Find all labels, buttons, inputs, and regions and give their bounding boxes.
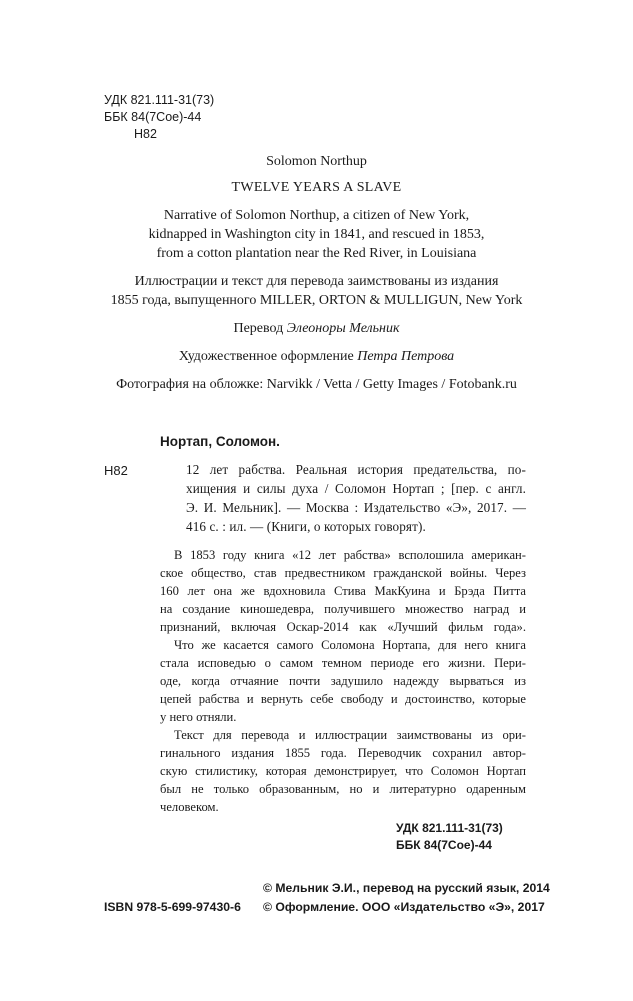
annotation-line: оде, когда отчаяние почти задушило надежду вырваться из: [160, 674, 526, 688]
translation-credit: [0, 322, 633, 336]
designer-name: Петра Петрова: [357, 349, 455, 364]
annotation-line: человеком.: [160, 800, 219, 814]
annotation-line: на создание киношедевра, получившего множество наград и: [160, 602, 526, 616]
annotation-line: признаний, включая Оскар-2014 как «Лучший фильм года».: [160, 620, 526, 634]
design-credit: [0, 350, 633, 364]
annotation-line: 160 лет она же вдохновила Стива МакКуина и Брэда Питта: [160, 584, 526, 598]
annotation-bbk: ББК 84(7Сое)-44: [396, 838, 492, 852]
bibliographic-line: 416 с. : ил. — (Книги, о которых говорят).: [186, 519, 426, 534]
translation-label: Перевод: [233, 321, 287, 336]
subtitle-line: Narrative of Solomon Northup, a citizen of New York,: [163, 208, 470, 223]
title-en: TWELVE YEARS A SLAVE: [231, 180, 402, 195]
subtitle-line: from a cotton plantation near the Red River, in Louisiana: [156, 246, 477, 261]
cover-photo-credit: Фотография на обложке: Narvikk / Vetta / Getty Images / Fotobank.ru: [116, 377, 517, 392]
annotation-line: цепей рабства и вернуть себе свободу и достоинство, которые: [160, 692, 526, 706]
annotation-udk: УДК 821.111-31(73): [396, 821, 503, 835]
translator-name: Элеоноры Мельник: [286, 321, 400, 336]
author-mark: Н82: [134, 127, 157, 141]
annotation-line: ское общество, став предвестником гражданской войны. Через: [160, 566, 526, 580]
bibliographic-line: Э. И. Мельник]. — Москва : Издательство «Э», 2017. —: [186, 500, 526, 515]
bibliographic-line: 12 лет рабства. Реальная история предательства, по-: [186, 462, 526, 477]
annotation-line: скую стилистику, которая демонстрирует, что Соломон Нортап: [160, 764, 526, 778]
annotation-line: стала исповедью о самом темном периоде его жизни. Пери-: [160, 656, 526, 670]
source-note-line: 1855 года, выпущенного MILLER, ORTON & MULLIGUN, New York: [110, 293, 523, 308]
annotation-line: гинального издания 1855 года. Переводчик сохранил автор-: [160, 746, 526, 760]
author-name-en: Solomon Northup: [266, 154, 367, 169]
annotation-line: В 1853 году книга «12 лет рабства» всполошила американ-: [174, 548, 526, 562]
copyright-translation: © Мельник Э.И., перевод на русский язык, 2014: [263, 881, 550, 895]
bibliographic-line: хищения и силы духа / Соломон Нортап ; [пер. с англ.: [186, 481, 526, 496]
annotation-line: Что же касается самого Соломона Нортапа, для него книга: [174, 638, 526, 652]
subtitle-line: kidnapped in Washington city in 1841, and rescued in 1853,: [148, 227, 485, 242]
source-note-line: Иллюстрации и текст для перевода заимствованы из издания: [134, 274, 499, 289]
annotation-line: у него отняли.: [160, 710, 237, 724]
copyright-design: © Оформление. ООО «Издательство «Э», 2017: [263, 900, 545, 914]
bibliographic-code: Н82: [104, 463, 128, 478]
isbn: ISBN 978-5-699-97430-6: [104, 900, 241, 914]
annotation-line: был не только образованным, но и литературно одаренным: [160, 782, 526, 796]
udk-code: УДК 821.111-31(73): [104, 93, 215, 107]
annotation-line: Текст для перевода и иллюстрации заимствованы из ори-: [174, 728, 526, 742]
bbk-code: ББК 84(7Сое)-44: [104, 110, 202, 124]
bibliographic-heading: Нортап, Соломон.: [160, 434, 280, 449]
design-label: Художественное оформление: [178, 349, 358, 364]
